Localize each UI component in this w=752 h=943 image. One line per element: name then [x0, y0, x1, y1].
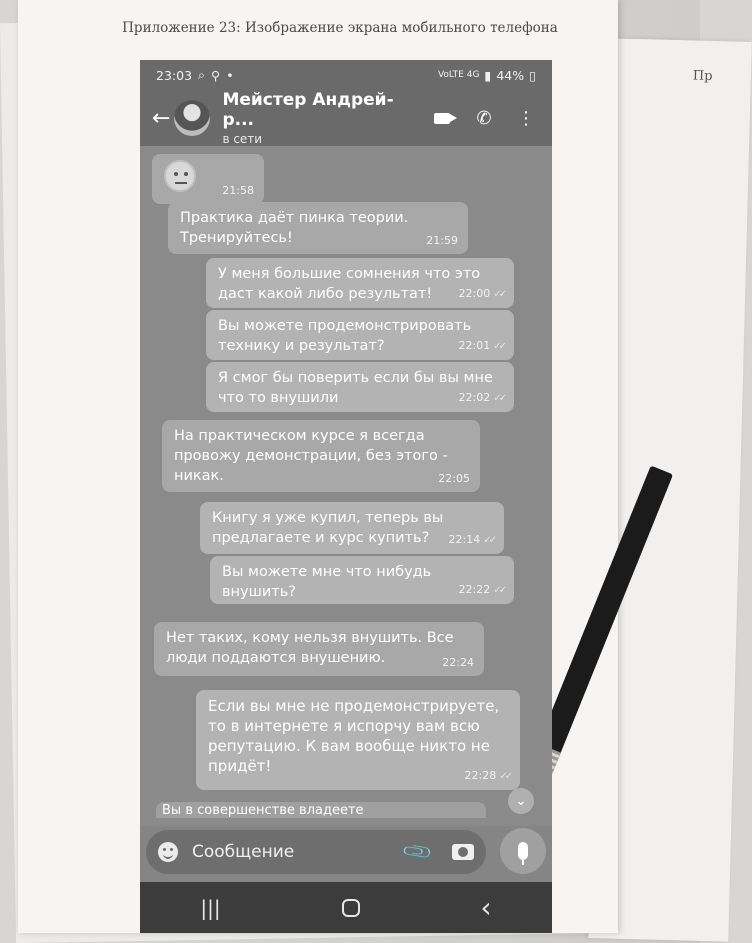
- message-bubble-in[interactable]: [152, 154, 264, 204]
- message-bubble-in[interactable]: [168, 202, 468, 254]
- system-nav-bar: [140, 882, 552, 933]
- read-receipt-icon: ✓✓: [493, 393, 504, 404]
- page-caption: Приложение 23: Изображение экрана мобильного телефона: [122, 20, 558, 36]
- battery-level: 44%: [496, 67, 525, 83]
- message-text: Я смог бы поверить если бы вы мне что то внушили: [218, 370, 493, 406]
- message-time: 22:14: [448, 533, 481, 546]
- status-bar: [140, 60, 552, 90]
- message-bubble-out[interactable]: [206, 258, 514, 308]
- message-text: У меня большие сомнения что это даст какой либо результат!: [218, 266, 481, 302]
- recent-apps-icon[interactable]: |||: [200, 895, 221, 920]
- message-time: 22:02: [458, 391, 491, 404]
- attach-icon[interactable]: 📎: [400, 834, 435, 870]
- mic-icon: [518, 842, 528, 860]
- back-arrow-icon[interactable]: ←: [152, 105, 171, 131]
- status-time: 23:03: [156, 67, 193, 83]
- dot-icon: •: [226, 67, 234, 83]
- message-time: 22:00: [458, 287, 491, 300]
- search-icon: ⌕: [198, 67, 206, 82]
- message-bubble-in[interactable]: [154, 622, 484, 676]
- message-time: 21:58: [222, 184, 254, 197]
- camera-icon[interactable]: [452, 844, 474, 860]
- home-icon[interactable]: [342, 899, 360, 917]
- signal-bars-icon: ▮: [484, 67, 492, 83]
- phone-screenshot: [140, 60, 552, 933]
- back-nav-icon[interactable]: ‹: [480, 891, 492, 924]
- message-time: 22:24: [442, 656, 474, 669]
- message-time: 22:22: [458, 583, 491, 596]
- message-bubble-out[interactable]: [210, 556, 514, 604]
- scroll-down-icon[interactable]: ⌄: [508, 788, 534, 814]
- message-placeholder[interactable]: Сообщение: [192, 842, 295, 862]
- read-receipt-icon: ✓✓: [483, 535, 494, 546]
- composer: [140, 826, 552, 882]
- message-time: 22:05: [438, 472, 470, 485]
- message-text: На практическом курсе я всегда провожу демонстрации, без этого - никак.: [174, 428, 448, 484]
- emoji-icon[interactable]: [158, 842, 178, 862]
- message-time: 21:59: [426, 234, 458, 247]
- message-bubble-in[interactable]: [162, 420, 480, 492]
- next-sheet-caption-fragment: Пр: [692, 68, 713, 84]
- message-text: Практика даёт пинка теории. Тренируйтесь!: [180, 210, 409, 246]
- message-bubble-out[interactable]: [200, 502, 504, 554]
- message-text: Вы можете мне что нибудь внушить?: [222, 564, 432, 600]
- message-list[interactable]: [140, 146, 552, 826]
- phone-icon[interactable]: ✆: [476, 107, 492, 129]
- avatar[interactable]: [174, 100, 210, 136]
- contact-info[interactable]: [222, 90, 414, 146]
- network-indicator: VoLTE 4G: [437, 70, 480, 80]
- read-receipt-icon: ✓✓: [493, 289, 504, 300]
- message-bubble-out[interactable]: [196, 690, 520, 790]
- battery-icon: ▯: [529, 67, 536, 83]
- partial-message: Вы в совершенстве владеете: [156, 802, 486, 818]
- contact-status: в сети: [222, 132, 263, 146]
- video-call-icon[interactable]: [428, 108, 456, 129]
- message-bubble-out[interactable]: [206, 362, 514, 412]
- read-receipt-icon: ✓✓: [499, 771, 510, 782]
- contact-name: Мейстер Андрей-р...: [222, 90, 394, 130]
- more-vert-icon[interactable]: ⋮: [517, 107, 535, 129]
- message-time: 22:28: [464, 769, 497, 782]
- message-input[interactable]: [146, 830, 486, 874]
- message-bubble-out[interactable]: [206, 310, 514, 360]
- chat-header: [140, 90, 552, 146]
- read-receipt-icon: ✓✓: [493, 341, 504, 352]
- message-time: 22:01: [458, 339, 491, 352]
- message-text: Книгу я уже купил, теперь вы предлагаете и курс купить?: [212, 510, 444, 546]
- message-text: Нет таких, кому нельзя внушить. Все люди поддаются внушению.: [166, 630, 454, 666]
- signal-alt-icon: ⚲: [211, 67, 221, 83]
- mic-button[interactable]: [500, 828, 546, 874]
- message-text: Если вы мне не продемонстрируете, то в интернете я испорчу вам всю репутацию. К вам вообще никто не придёт!: [208, 697, 500, 775]
- message-text: Вы можете продемонстрировать технику и результат?: [218, 318, 472, 354]
- thinking-face-emoji-icon: [164, 160, 196, 192]
- read-receipt-icon: ✓✓: [493, 585, 504, 596]
